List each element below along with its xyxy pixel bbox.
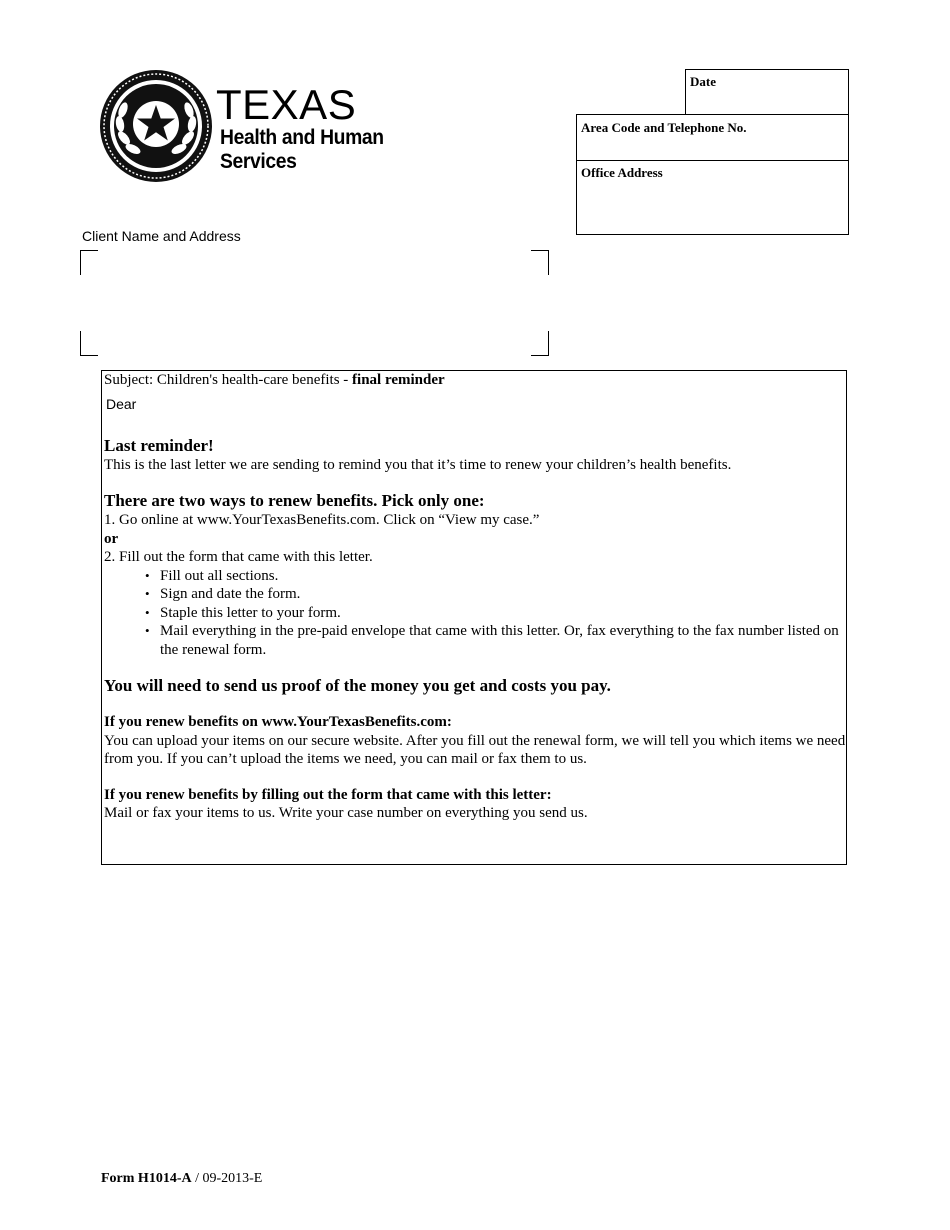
date-label: Date [690, 74, 716, 89]
letter-body [101, 370, 847, 865]
address-window-corner-top-left [80, 250, 98, 275]
list-item: • Sign and date the form. [160, 585, 846, 604]
reminder-text: This is the last letter we are sending to remind you that it’s time to renew your children’s health benefits. [104, 456, 732, 473]
subject-line [104, 371, 846, 390]
info-divider [577, 160, 848, 161]
ways-heading: There are two ways to renew benefits. Pick only one: [104, 491, 485, 510]
option-form: 2. Fill out the form that came with this letter. [104, 549, 373, 565]
logo-wordmark: TEXAS [216, 81, 357, 128]
form-footer [101, 1171, 262, 1187]
office-address-label: Office Address [581, 165, 663, 180]
address-window-corner-bottom-left [80, 331, 98, 356]
or-separator: or [104, 530, 119, 547]
reminder-heading: Last reminder! [104, 435, 214, 455]
office-info-box [576, 114, 849, 235]
form-renewal-text: Mail or fax your items to us. Write your case number on everything you send us. [104, 805, 588, 821]
list-item: • Staple this letter to your form. [160, 604, 846, 623]
option-online: 1. Go online at www.YourTexasBenefits.com. Click on “View my case.” [104, 512, 540, 528]
greeting: Dear [106, 395, 137, 412]
client-name-label: Client Name and Address [82, 228, 241, 244]
logo-subtitle-line1: Health and Human [220, 126, 384, 149]
logo-subtitle [220, 126, 384, 174]
address-window-corner-bottom-right [531, 331, 549, 356]
proof-heading: You will need to send us proof of the money you get and costs you pay. [104, 676, 611, 695]
online-renewal-text: You can upload your items on our secure website. After you fill out the renewal form, we will tell you which items we need from you. If you can’t upload the items we need, you can mail or fax them to us. [104, 732, 846, 767]
date-field[interactable] [685, 69, 849, 115]
letter-content [104, 371, 846, 823]
texas-hhs-logo [98, 68, 398, 186]
logo-subtitle-line2: Services [220, 150, 297, 173]
online-renewal-heading: If you renew benefits on www.YourTexasBenefits.com: [104, 714, 452, 730]
form-id: Form H1014-A [101, 1171, 192, 1186]
phone-label: Area Code and Telephone No. [581, 120, 747, 135]
list-item: • Mail everything in the pre-paid envelope that came with this letter. Or, fax everything to the fax number listed on the renewal form. [160, 622, 846, 659]
form-revision: / 09-2013-E [191, 1171, 263, 1186]
subject-emphasis: final reminder [352, 372, 445, 388]
form-steps-list [104, 567, 846, 660]
form-renewal-heading: If you renew benefits by filling out the form that came with this letter: [104, 786, 552, 803]
address-window-corner-top-right [531, 250, 549, 275]
texas-seal-icon [98, 68, 214, 184]
subject-prefix: Subject: Children's health-care benefits - [104, 372, 353, 388]
list-item: • Fill out all sections. [160, 567, 846, 586]
